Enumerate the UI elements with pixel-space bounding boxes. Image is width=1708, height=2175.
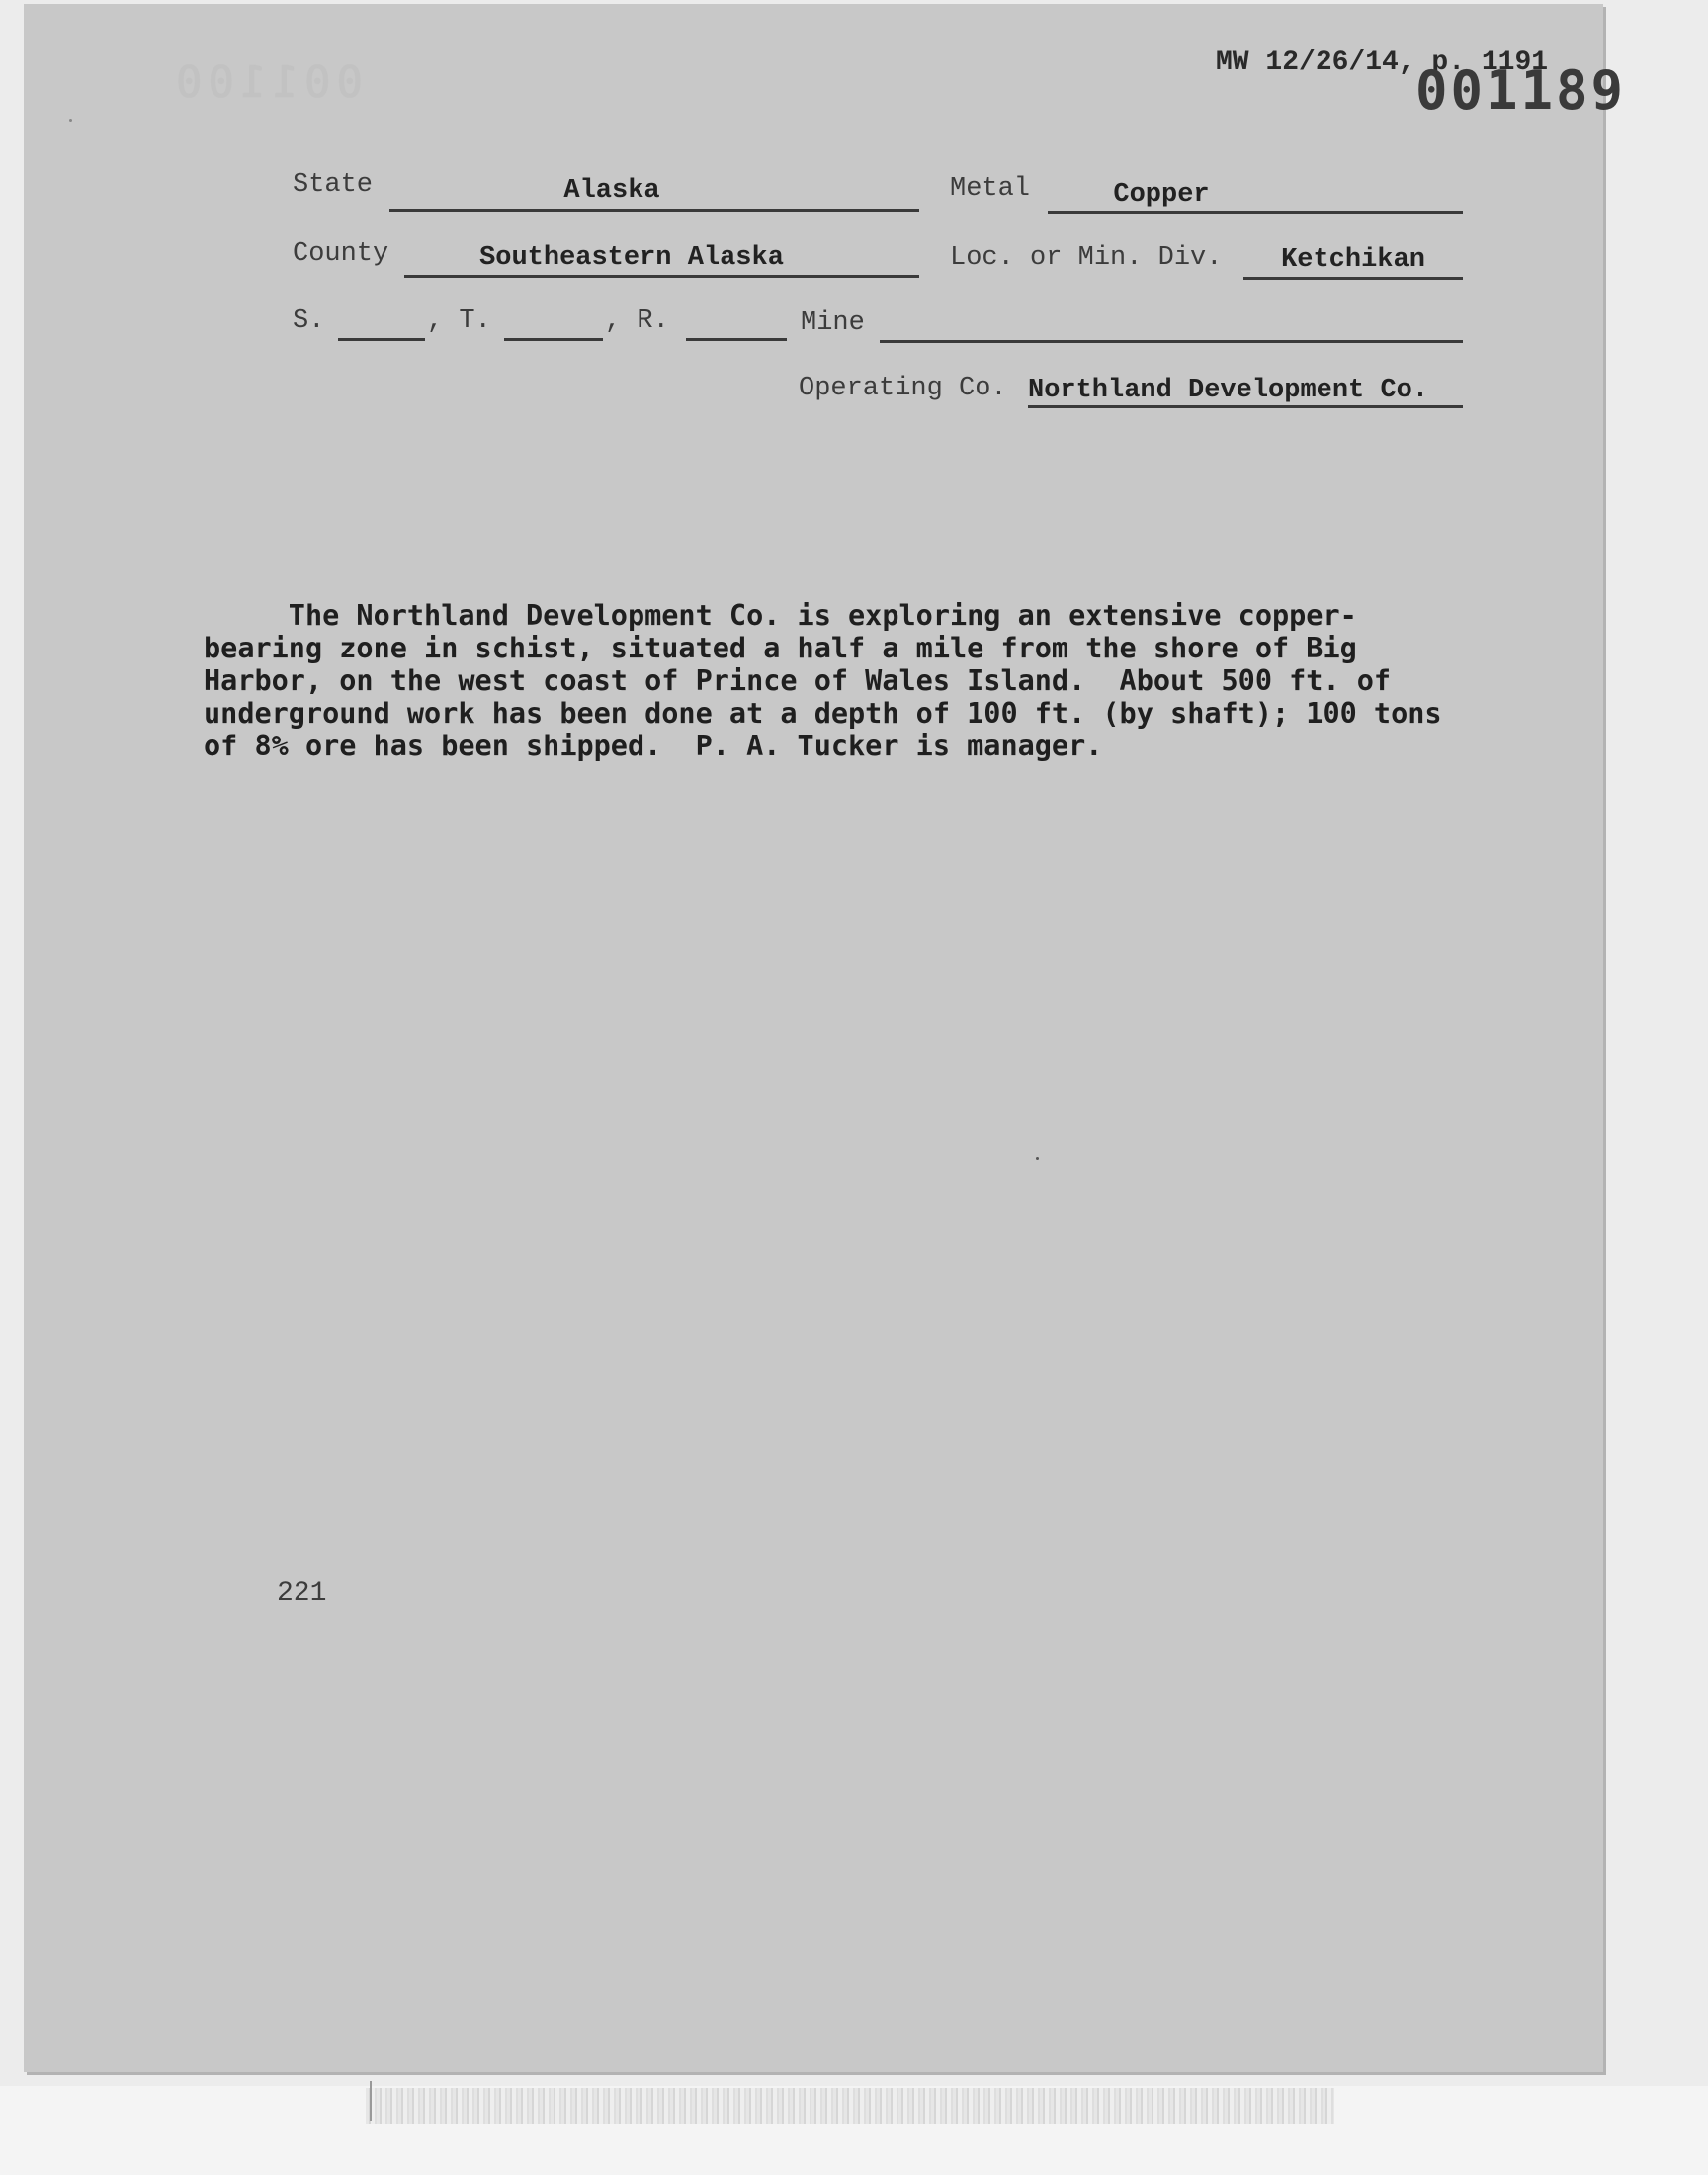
paragraph-line: underground work has been done at a depth of 100 ft. (by shaft); 100 tons — [204, 697, 1442, 730]
division-line — [1243, 277, 1463, 280]
page-number: 221 — [277, 1578, 327, 1609]
range-label: , R. — [605, 306, 669, 336]
operator-line — [1028, 405, 1463, 408]
metal-value: Copper — [1113, 180, 1210, 210]
county-line — [404, 275, 919, 278]
scan-speck — [69, 119, 72, 122]
township-label: , T. — [427, 306, 491, 336]
section-line — [338, 338, 425, 341]
state-value: Alaska — [563, 176, 660, 206]
description-paragraph — [204, 599, 1442, 762]
scanner-streaks — [366, 2088, 1334, 2124]
scan-speck — [1036, 1157, 1039, 1160]
document-card — [24, 4, 1627, 2072]
paragraph-line: bearing zone in schist, situated a half a mile from the shore of Big — [204, 632, 1357, 664]
range-line — [686, 338, 787, 341]
faint-stamp-number: 001100 — [170, 57, 363, 108]
metal-label: Metal — [950, 174, 1031, 204]
stamp-number: 001189 — [1415, 59, 1627, 122]
scanner-edge-line — [370, 2081, 372, 2121]
division-label: Loc. or Min. Div. — [950, 243, 1223, 273]
section-label: S. — [293, 306, 325, 336]
township-line — [504, 338, 603, 341]
operator-value: Northland Development Co. — [1028, 376, 1429, 405]
mine-line — [880, 340, 1463, 343]
paragraph-line: Harbor, on the west coast of Prince of Wales Island. About 500 ft. of — [204, 664, 1392, 697]
mine-label: Mine — [801, 308, 865, 338]
county-value: Southeastern Alaska — [479, 243, 784, 273]
reference-note: MW 12/26/14, p. 1191 — [1216, 47, 1549, 78]
state-line — [389, 209, 919, 212]
operator-label: Operating Co. — [799, 374, 1007, 403]
county-label: County — [293, 239, 389, 269]
metal-line — [1048, 211, 1463, 214]
paragraph-line: The Northland Development Co. is exploring an extensive copper- — [204, 599, 1357, 632]
paragraph-line: of 8% ore has been shipped. P. A. Tucker is manager. — [204, 730, 1103, 762]
state-label: State — [293, 170, 374, 200]
division-value: Ketchikan — [1281, 245, 1425, 275]
